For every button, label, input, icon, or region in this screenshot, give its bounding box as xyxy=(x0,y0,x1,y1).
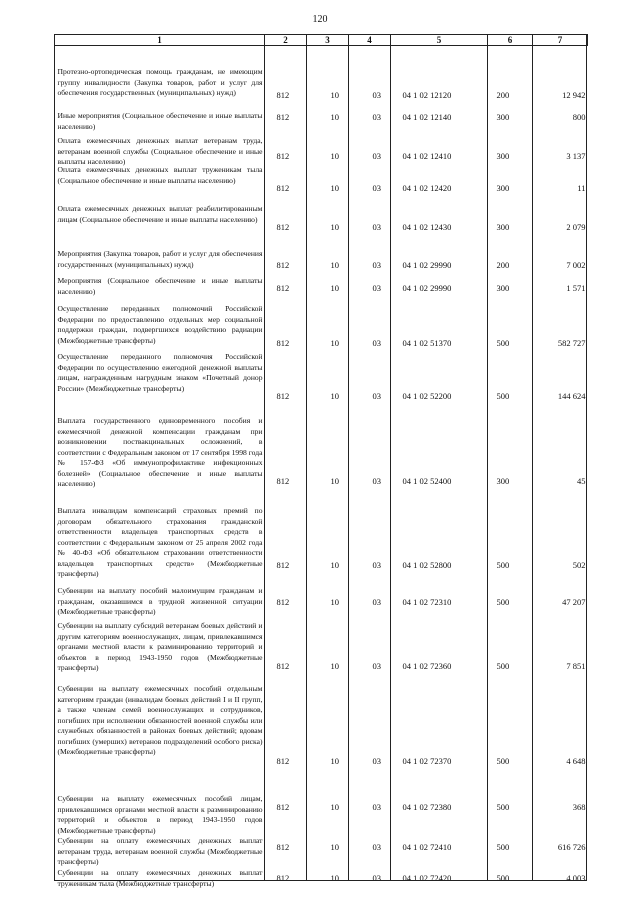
row-amount: 616 726 xyxy=(557,842,586,852)
row-target-article: 04 1 02 52400 xyxy=(402,476,452,486)
row-section: 10 xyxy=(330,391,339,401)
row-expense-type: 500 xyxy=(496,802,510,812)
header-col-6: 6 xyxy=(488,35,533,46)
row-section: 10 xyxy=(330,222,339,232)
row-admin-code: 812 xyxy=(276,112,290,122)
row-expense-type: 500 xyxy=(496,560,510,570)
row-target-article: 04 1 02 12410 xyxy=(402,151,452,161)
row-admin-code: 812 xyxy=(276,661,290,671)
row-section: 10 xyxy=(330,90,339,100)
row-target-article: 04 1 02 72380 xyxy=(402,802,452,812)
page-number: 120 xyxy=(312,14,328,25)
row-target-article: 04 1 02 12120 xyxy=(402,90,452,100)
row-admin-code: 812 xyxy=(276,183,290,193)
row-subsection: 03 xyxy=(372,597,381,607)
row-subsection: 03 xyxy=(372,873,381,883)
row-description: Субвенции на выплату ежемесячных пособий отдельным категориям граждан (инвалидам боевых действий I и II групп, а также членам семей военнослужащих и сотрудников, погибших при исполнении обязанностей военной службы или служебных обязанностей в районах боевых действий; вдовам погибших (умерших) ветеранов подразделений особого риска) (Межбюджетные трансферты) xyxy=(57,684,263,756)
row-description: Мероприятия (Социальное обеспечение и иные выплаты населению) xyxy=(57,276,263,296)
row-description: Субвенции на оплату ежемесячных денежных выплат ветеранам труда, ветеранам военной службы (Межбюджетные трансферты) xyxy=(57,836,263,866)
row-admin-code: 812 xyxy=(276,283,290,293)
row-section: 10 xyxy=(330,873,339,883)
row-subsection: 03 xyxy=(372,112,381,122)
row-expense-type: 500 xyxy=(496,338,510,348)
row-section: 10 xyxy=(330,560,339,570)
row-description: Оплата ежемесячных денежных выплат труженикам тыла (Социальное обеспечение и иные выплаты населению) xyxy=(57,165,263,185)
row-section: 10 xyxy=(330,151,339,161)
row-section: 10 xyxy=(330,842,339,852)
row-target-article: 04 1 02 52800 xyxy=(402,560,452,570)
row-section: 10 xyxy=(330,802,339,812)
row-section: 10 xyxy=(330,183,339,193)
header-col-5: 5 xyxy=(391,35,488,46)
row-expense-type: 200 xyxy=(496,260,510,270)
row-description: Осуществление переданного полномочия Российской Федерации по осуществлению ежегодной денежной выплаты лицам, награжденным нагрудным знаком «Почетный донор России» (Межбюджетные трансферты) xyxy=(57,352,263,393)
row-amount: 47 207 xyxy=(562,597,586,607)
row-description: Оплата ежемесячных денежных выплат ветеранам труда, ветеранам военной службы (Социальное обеспечение и иные выплаты населению) xyxy=(57,136,263,166)
row-target-article: 04 1 02 52200 xyxy=(402,391,452,401)
row-description: Выплата государственного единовременного пособия и ежемесячной денежной компенсации гражданам при возникновении поствакцинальных осложнений, в соответствии с Федеральным законом от 17 сентября 1998 года № 157-ФЗ «Об иммунопрофилактике инфекционных болезней» (Социальное обеспечение и иные выплаты населению) xyxy=(57,416,263,488)
row-admin-code: 812 xyxy=(276,802,290,812)
row-expense-type: 500 xyxy=(496,756,510,766)
row-target-article: 04 1 02 29990 xyxy=(402,283,452,293)
row-target-article: 04 1 02 72420 xyxy=(402,873,452,883)
header-col-2: 2 xyxy=(265,35,307,46)
row-target-article: 04 1 02 72310 xyxy=(402,597,452,607)
row-admin-code: 812 xyxy=(276,873,290,883)
row-amount: 1 571 xyxy=(566,283,586,293)
row-target-article: 04 1 02 12140 xyxy=(402,112,452,122)
row-amount: 4 648 xyxy=(566,756,586,766)
row-description: Субвенции на выплату субсидий ветеранам боевых действий и другим категориям военнослужащих, лицам, привлекавшимся органами местной власти к разминированию территорий и объектов в период 1943-1950 годов (Межбюджетные трансферты) xyxy=(57,621,263,672)
row-description: Иные мероприятия (Социальное обеспечение и иные выплаты населению) xyxy=(57,111,263,131)
row-target-article: 04 1 02 29990 xyxy=(402,260,452,270)
row-amount: 4 003 xyxy=(566,873,586,883)
header-col-7: 7 xyxy=(533,35,588,46)
row-subsection: 03 xyxy=(372,476,381,486)
header-col-1: 1 xyxy=(55,35,265,46)
row-amount: 7 851 xyxy=(566,661,586,671)
row-expense-type: 500 xyxy=(496,597,510,607)
row-description: Субвенции на выплату пособий малоимущим гражданам и гражданам, оказавшимся в трудной жизненной ситуации (Межбюджетные трансферты) xyxy=(57,586,263,616)
row-target-article: 04 1 02 72370 xyxy=(402,756,452,766)
row-subsection: 03 xyxy=(372,90,381,100)
row-section: 10 xyxy=(330,597,339,607)
row-amount: 502 xyxy=(572,560,586,570)
row-expense-type: 300 xyxy=(496,183,510,193)
row-amount: 12 942 xyxy=(562,90,586,100)
row-section: 10 xyxy=(330,661,339,671)
row-admin-code: 812 xyxy=(276,90,290,100)
row-expense-type: 500 xyxy=(496,873,510,883)
row-target-article: 04 1 02 51370 xyxy=(402,338,452,348)
row-subsection: 03 xyxy=(372,338,381,348)
row-admin-code: 812 xyxy=(276,560,290,570)
row-expense-type: 300 xyxy=(496,151,510,161)
row-description: Выплата инвалидам компенсаций страховых премий по договорам обязательного страхования гражданской ответственности владельцев транспортных средств в соответствии с Федеральным законом от 25 апреля 2002 года № 40-ФЗ «Об обязательном страховании ответственности владельцев транспортных средств» (Межбюджетные трансферты) xyxy=(57,506,263,578)
header-col-3: 3 xyxy=(307,35,349,46)
row-expense-type: 300 xyxy=(496,476,510,486)
row-admin-code: 812 xyxy=(276,597,290,607)
row-amount: 582 727 xyxy=(557,338,586,348)
row-amount: 7 002 xyxy=(566,260,586,270)
row-section: 10 xyxy=(330,112,339,122)
row-target-article: 04 1 02 12430 xyxy=(402,222,452,232)
row-subsection: 03 xyxy=(372,260,381,270)
row-expense-type: 300 xyxy=(496,283,510,293)
row-subsection: 03 xyxy=(372,222,381,232)
row-amount: 11 xyxy=(577,183,586,193)
row-expense-type: 300 xyxy=(496,112,510,122)
row-admin-code: 812 xyxy=(276,222,290,232)
row-description: Осуществление переданных полномочий Российской Федерации по предоставлению отдельных мер социальной поддержки граждан, подвергшихся воздействию радиации (Межбюджетные трансферты) xyxy=(57,304,263,345)
row-description: Субвенции на оплату ежемесячных денежных выплат труженикам тыла (Межбюджетные трансферты) xyxy=(57,868,263,888)
row-expense-type: 300 xyxy=(496,222,510,232)
row-admin-code: 812 xyxy=(276,476,290,486)
row-description: Протезно-ортопедическая помощь гражданам, не имеющим группу инвалидности (Закупка товаров, работ и услуг для обеспечения государственных (муниципальных) нужд) xyxy=(57,67,263,97)
row-subsection: 03 xyxy=(372,661,381,671)
row-section: 10 xyxy=(330,338,339,348)
row-subsection: 03 xyxy=(372,756,381,766)
row-description: Мероприятия (Закупка товаров, работ и услуг для обеспечения государственных (муниципальных) нужд) xyxy=(57,249,263,269)
row-target-article: 04 1 02 72410 xyxy=(402,842,452,852)
row-target-article: 04 1 02 12420 xyxy=(402,183,452,193)
row-amount: 45 xyxy=(577,476,586,486)
row-admin-code: 812 xyxy=(276,842,290,852)
row-subsection: 03 xyxy=(372,391,381,401)
row-admin-code: 812 xyxy=(276,756,290,766)
row-description: Оплата ежемесячных денежных выплат реабилитированным лицам (Социальное обеспечение и иные выплаты населению) xyxy=(57,204,263,224)
row-subsection: 03 xyxy=(372,560,381,570)
row-section: 10 xyxy=(330,476,339,486)
row-expense-type: 200 xyxy=(496,90,510,100)
row-subsection: 03 xyxy=(372,802,381,812)
row-amount: 2 079 xyxy=(566,222,586,232)
row-amount: 3 137 xyxy=(566,151,586,161)
row-amount: 800 xyxy=(572,112,586,122)
column-lines xyxy=(54,34,587,881)
row-subsection: 03 xyxy=(372,183,381,193)
row-admin-code: 812 xyxy=(276,260,290,270)
row-amount: 144 624 xyxy=(557,391,586,401)
row-expense-type: 500 xyxy=(496,842,510,852)
row-expense-type: 500 xyxy=(496,391,510,401)
row-subsection: 03 xyxy=(372,151,381,161)
row-admin-code: 812 xyxy=(276,338,290,348)
row-subsection: 03 xyxy=(372,842,381,852)
row-section: 10 xyxy=(330,756,339,766)
row-subsection: 03 xyxy=(372,283,381,293)
row-admin-code: 812 xyxy=(276,151,290,161)
row-target-article: 04 1 02 72360 xyxy=(402,661,452,671)
row-description: Субвенции на выплату ежемесячных пособий лицам, привлекавшимся органами местной власти к разминированию территорий и объектов в период 1943-1950 годов (Межбюджетные трансферты) xyxy=(57,794,263,835)
row-amount: 368 xyxy=(572,802,586,812)
header-col-4: 4 xyxy=(349,35,391,46)
row-expense-type: 500 xyxy=(496,661,510,671)
row-admin-code: 812 xyxy=(276,391,290,401)
row-section: 10 xyxy=(330,260,339,270)
row-section: 10 xyxy=(330,283,339,293)
